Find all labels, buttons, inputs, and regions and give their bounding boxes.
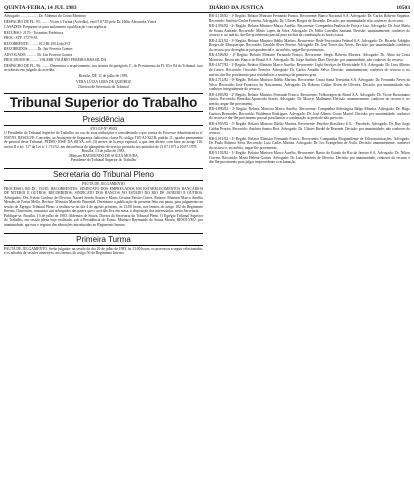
section-title-tribunal-pleno: Secretaria do Tribunal Pleno (4, 168, 203, 181)
header-journal: DIÁRIO DA JUSTIÇA (209, 5, 264, 11)
case-entry: RR-4.677/82 - 1ª Região. Relator Ministro Marco Aurélio. Recorrente: Light Serviços de Eletricidade S.A. Advogado: Dr. Lino Alberto de Castro. Recorrido: Oswaldo Teixeira. Advogado: Dr. Carlos Arnaldo Selva. Decisão: unanimemente, conhecer do recurso e, no mérito, dar-lhe provimento para restabelecer a sentença de primeiro grau. (209, 63, 410, 77)
case-entry: RR-5.011/82 - 4ª Região. Relator Ministro Fernando Franco. Recorrente: Companhia Riograndense de Telecomunicações. Advogado: Dr. Paulo Roberto Silva. Recorrido: Luiz Carlos Martins. Advogado: Dr. Ivo Evangelista de Ávila. Decisão: unanimemente, conhecer do recurso e, no mérito, negar-lhe provimento. (209, 136, 410, 150)
header-date: QUINTA-FEIRA, 14 JUL 1983 (4, 5, 77, 11)
note-line: CASADOS: Preparem-se para andamento a publicação com urgência. (4, 25, 108, 30)
page-header (4, 2, 410, 13)
note-line: DESPACHO DE FL. 95: ........ Vistos à Turma (Acórdão), em 07.07.83 pelo Dr. Hélio Alexandre Vieira. (4, 19, 158, 24)
section-body: Publique-se. Brasília, 13 de julho de 1983. Aldemiro de Souza, Diretor da Secretaria do Tribunal Pleno. O Egrégio Tribunal Superior do Trabalho, em sessão plena hoje realizada, sob a Presidência do Exmo. Ministro Raymundo de Souza Moura, RESOLVEU: por unanimidade, aprovar o registro das alterações introduzidas no Regimento Interno. (4, 213, 203, 227)
section-body: O Presidente do Tribunal Superior do Trabalho, no uso de suas atribuições e considerando o que consta do Processo Administrativo nº 0567/83, RESOLVE: Conceder, ao Assistente de Segurança Judiciária, classe B, código TST-AJ-322.B, padrão 11, quadro permanente de pessoal deste Tribunal, PEDRO JOSÉ DA SILVA, três (3) meses de licença especial, a que tem direito com base no artigo 116, inciso II e art. 117 da Lei nº 1.711/52, em decorrência do qüinqüênio de serviço prestado nos períodos de 21.07.1973 a 20.07.1978. (4, 131, 203, 149)
note-line: PROCURADOR: ........ VALMIR VALÉRIO PEREIRA BRASIL DA (4, 58, 107, 63)
note-line: RECORRIDOS: ........ Dr. Jair Ferreira Gomes (4, 47, 73, 52)
section-subtitle: PAUTA DE JULGAMENTO (82, 182, 125, 187)
left-column (4, 14, 203, 498)
case-entry: RR-4.803/82 - 2ª Região. Relator Ministro Fernando Franco. Recorrente: Volkswagen do Brasil S.A. Advogado: Dr. Victor Russomano Júnior. Recorrido: Benedito Aparecido Soares. Advogado: Dr. Moacyr Mallmann. Decisão: unanimemente, conhecer do recurso e, no mérito, negar-lhe provimento. (209, 92, 410, 106)
header-page-number: 10503 (396, 5, 410, 11)
note-signature-title: Diretora de Secretaria do Tribunal (78, 85, 129, 90)
right-column-text (209, 14, 410, 165)
section-title-primeira-turma: Primeira Turma (4, 233, 203, 246)
note-line: DESPACHO DE FL. 96: ........ Determino o arquivamento, nos termos do parágrafo 2º, do Provimento da Fl. 83 e 84 do Tribunal, face ao trânsito em julgado do acórdão. (4, 63, 203, 73)
case-entry: RR-4.421/82 - 3ª Região. Relator Ministro Ildélio Martins. Recorrente: Rede Ferroviária Federal S.A. Advogado: Dr. Ricardo Adolpho Borges de Albuquerque. Recorrido: Geraldo Alves Pereira. Advogado: Dr. José Torres das Neves. Decisão: por unanimidade, conhecer do recurso por divergência jurisprudencial e, no mérito, negar-lhe provimento. (209, 38, 410, 52)
section-body: PAUTA DE JULGAMENTO. Serão julgados na sessão do dia 20 de julho de 1983, às 13:00 horas, os processos a seguir relacionados, e os adiados de sessões anteriores, nos termos do artigo 56 do Regimento Interno. (4, 246, 203, 256)
note-line: RECORRENTE: ........ 10.2 RI.100.Ltda.Fl.T (4, 41, 71, 46)
section-signature: Ministro RAYMUNDO DE SOUZA MOURA (69, 153, 138, 158)
note-signature: VERA LÚCIA LIMA DE QUEIROZ (76, 79, 131, 84)
case-entry: RR-4.890/82 - 3ª Região. Relator Ministro Marco Aurélio. Recorrente: Companhia Siderúrgica Belgo-Mineira. Advogado: Dr. Hugo Gueiros Bernardes. Recorrido: Waldemar Rodrigues. Advogado: Dr. José Alberto Couto Maciel. Decisão: por unanimidade, conhecer do recurso e dar-lhe provimento parcial para limitar a condenação ao período não prescrito. (209, 107, 410, 121)
case-entry: RR-4.955/82 - 5ª Região. Relator Ministro Ildélio Martins. Recorrente: Petróleo Brasileiro S.A. - Petrobrás. Advogado: Dr. Ruy Jorge Caldas Pereira. Recorrido: Antônio Santos Reis. Advogado: Dr. Ulisses Riedel de Resende. Decisão: por unanimidade, não conhecer do recurso. (209, 122, 410, 136)
note-date: Brasília, DF, 11 de julho de 1983. (78, 74, 129, 79)
case-entry: RR-5.102/82 - 1ª Região. Relator Ministro Marco Aurélio. Recorrente: Banco do Estado do Rio de Janeiro S.A. Advogado: Dr. Nilton Correia. Recorrido: Maria Helena Gomes. Advogado: Dr. Luiz Antônio de Oliveira. Decisão: por unanimidade, conhecer do recurso e dar-lhe provimento para julgar improcedente a reclamação. (209, 151, 410, 165)
section-title-presidencia: Presidência (4, 114, 203, 126)
masthead: Tribunal Superior do Trabalho (4, 93, 203, 112)
section-signature-title: Presidente do Tribunal Superior do Trabalho (70, 158, 137, 163)
note-line: PROC: STF. 37579 83 (4, 36, 38, 41)
case-entry: RR-4.118/82 - 1ª Região. Relator Ministro Fernando Franco. Recorrente: Banco Nacional S.A. Advogado: Dr. Carlos Roberto Siqueira. Recorrido: Antônio Carlos Ferreira. Advogado: Dr. Ulisses Borges de Resende. Decisão: por unanimidade, não conhecer do recurso. (209, 14, 410, 23)
note-line: Advogado: .................. Dr. Aldemar do Couto Monteiro (4, 14, 87, 18)
case-entry: RR-4.506/82 - 4ª Região. Relator Ministro Fernando Franco. Recorrente: Sérgio Roberto Moreira. Advogado: Dr. Alino da Costa Monteiro. Recorrido: Banco do Brasil S.A. Advogado: Dr. Jorge Antônio Dias. Decisão: por unanimidade, não conhecer do recurso. (209, 53, 410, 62)
case-entry: RR-4.712/82 - 6ª Região. Relator Ministro Ildélio Martins. Recorrente: Usina Santa Teresinha S.A. Advogado: Dr. Fernando Neves da Silva. Recorrido: José Francisco do Nascimento. Advogado: Dr. Roberto Caldas Alvim de Oliveira. Decisão: por unanimidade, não conhecer integralmente do recurso. (209, 78, 410, 92)
right-column (209, 14, 410, 498)
case-entry: RR-4.392/82 - 2ª Região. Relator Ministro Marco Aurélio. Recorrente: Companhia Paulista de Força e Luz. Advogado: Dr. José Maria de Souza Andrade. Recorrido: Mário Lopes da Silva. Advogado: Dr. Hélio Carvalho Santana. Decisão: unanimemente, conhecer do recurso e, no mérito, dar-lhe provimento parcial para excluir da condenação as horas extras. (209, 24, 410, 38)
section-body: PROCESSO: RO-DC 153/83. RECORRENTES: SINDICATO DOS EMPREGADOS EM ESTABELECIMENTOS BANCÁRIOS DE NITERÓI E OUTROS. RECORRIDOS: SINDICATO DOS BANCOS NO ESTADO DO RIO DE JANEIRO E OUTROS. Advogados: Drs. Edson Cardoso de Oliveira, Nazaré Serrão Soares e Maria Cristina Paixão Côrtes. Relator: Ministro Marco Aurélio Mendes de Farias Mello. Revisor: Ministro Marcelo Pimentel. Determino a publicação do presente feito em pauta, para julgamento na sessão do Egrégio Tribunal Pleno, a realizar-se no dia 4 de agosto próximo, às 13:00 horas, nos termos do artigo 182 do Regimento Interno. Outrossim, comunico aos advogados das partes que o acórdão fica em mesa, à disposição dos interessados, nesta Secretaria. (4, 186, 203, 214)
note-line: ADVOGADO: .......... Dr. Jair Ferreira Gomes (4, 52, 73, 57)
note-line: RECURSO: 2179 - Tocantins Prefeitura (4, 30, 64, 35)
section-subtitle: ATO GP-N° 89/83 (89, 126, 118, 131)
section-date: Brasília, 13 de julho de 1983. (81, 149, 126, 154)
top-notes (4, 14, 203, 90)
